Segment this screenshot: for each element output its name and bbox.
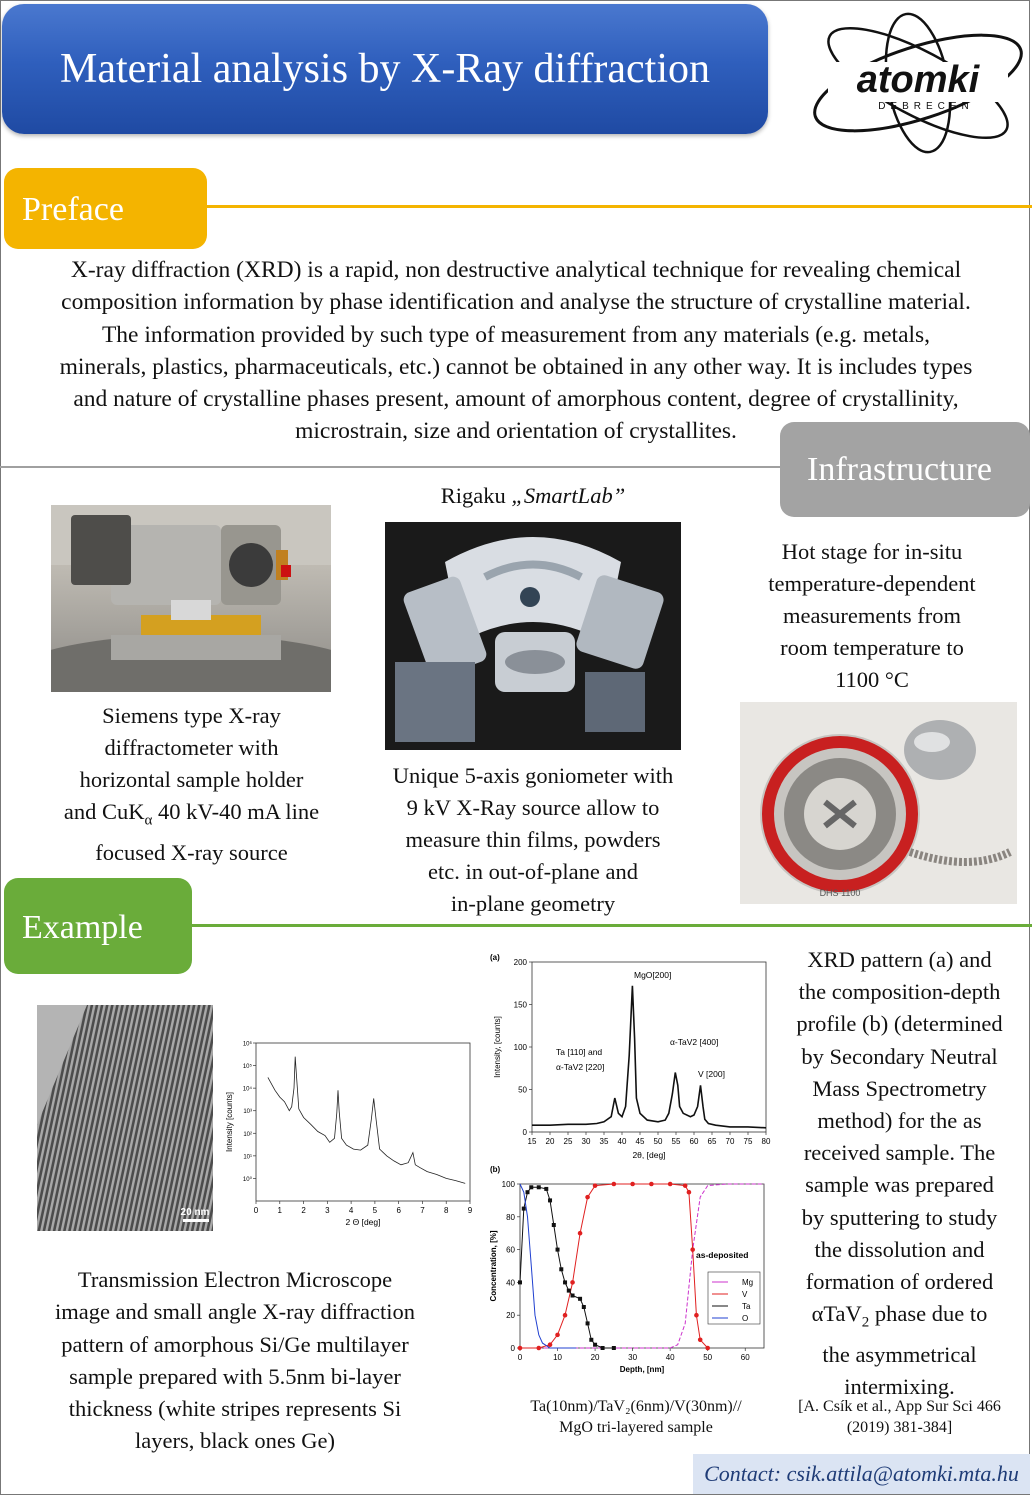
caption-line: diffractometer with bbox=[104, 735, 279, 760]
x-tick-label: 40 bbox=[665, 1353, 675, 1362]
y-axis-label: Concentration, [%] bbox=[489, 1230, 498, 1302]
caption-line: Hot stage for in-situ bbox=[781, 539, 963, 564]
plot-frame bbox=[256, 1043, 470, 1201]
x-tick-label: 10 bbox=[553, 1353, 562, 1362]
caption-line: horizontal sample holder bbox=[79, 767, 304, 792]
tem-caption bbox=[30, 1264, 440, 1458]
peak-label: MgO[200] bbox=[634, 970, 672, 980]
y-tick-label: 100 bbox=[501, 1180, 515, 1189]
x-tick-label: 1 bbox=[277, 1206, 283, 1215]
caption-line: by sputtering to study bbox=[801, 1204, 998, 1230]
x-tick-label: 20 bbox=[545, 1137, 555, 1146]
caption-line: temperature-dependent bbox=[768, 571, 976, 596]
caption-line: the dissolution and bbox=[814, 1236, 985, 1262]
y-tick-label: 0 bbox=[522, 1128, 527, 1137]
data-point-v bbox=[612, 1182, 617, 1187]
y-tick-label: 10³ bbox=[243, 1109, 252, 1116]
x-tick-label: 6 bbox=[396, 1206, 401, 1215]
data-point-v bbox=[630, 1182, 635, 1187]
y-tick-label: 10¹ bbox=[243, 1154, 252, 1161]
x-tick-label: 30 bbox=[628, 1353, 638, 1362]
y-tick-label: 200 bbox=[513, 958, 527, 967]
rigaku-caption bbox=[360, 760, 706, 920]
y-tick-label: 10⁶ bbox=[242, 1041, 252, 1048]
hotstage-caption bbox=[722, 536, 1022, 696]
hot-stage-photo bbox=[740, 702, 1017, 904]
x-tick-label: 65 bbox=[707, 1137, 717, 1146]
caption-line: etc. in out-of-plane and bbox=[428, 859, 638, 884]
caption-line: the asymmetrical bbox=[822, 1341, 977, 1367]
legend-label: V bbox=[742, 1290, 748, 1299]
reference-line: [A. Csík et al., App Sur Sci 466 bbox=[798, 1398, 1001, 1415]
data-point-ta bbox=[571, 1294, 575, 1298]
x-tick-label: 80 bbox=[761, 1137, 771, 1146]
data-point-ta bbox=[578, 1297, 582, 1301]
saxrd-chart bbox=[222, 1035, 478, 1235]
data-point-ta bbox=[526, 1190, 530, 1194]
caption-subscript: 2 bbox=[861, 1314, 870, 1331]
data-point-ta bbox=[567, 1289, 571, 1293]
caption-line: Ta(10nm)/TaV₂(6nm)/V(30nm)// bbox=[530, 1398, 742, 1415]
caption-line bbox=[30, 796, 353, 837]
series-line-o bbox=[520, 1184, 576, 1348]
rigaku-smartlab-photo bbox=[385, 522, 681, 750]
caption-line: room temperature to bbox=[780, 635, 964, 660]
saxrd-series-line bbox=[268, 1057, 465, 1184]
data-point-ta bbox=[522, 1207, 526, 1211]
x-tick-label: 8 bbox=[443, 1206, 449, 1215]
caption-line: method) for the as bbox=[817, 1108, 982, 1134]
data-point-ta bbox=[593, 1343, 597, 1347]
x-tick-label: 70 bbox=[725, 1137, 735, 1146]
rigaku-model: „SmartLab” bbox=[511, 483, 626, 508]
caption-line: focused X-ray source bbox=[95, 839, 288, 865]
x-tick-label: 9 bbox=[467, 1206, 473, 1215]
xrd-pattern-chart bbox=[486, 950, 776, 1165]
x-tick-label: 60 bbox=[689, 1137, 699, 1146]
sample-caption bbox=[486, 1396, 786, 1438]
y-tick-label: 150 bbox=[513, 1000, 527, 1010]
preface-line: composition information by phase identification and analyse the structure of crystalline material. bbox=[61, 289, 971, 316]
x-tick-label: 4 bbox=[348, 1206, 354, 1215]
infrastructure-heading: Infrastructure bbox=[780, 422, 1030, 517]
caption-line: intermixing. bbox=[844, 1374, 955, 1400]
caption-text: 40 kV-40 mA line bbox=[152, 799, 320, 824]
caption-line: measurements from bbox=[782, 603, 962, 628]
panel-label: (b) bbox=[490, 1165, 501, 1174]
x-tick-label: 25 bbox=[563, 1137, 573, 1146]
preface-line: and nature of crystalline phases present, amount of amorphous content, degree of crystallinity, bbox=[73, 386, 959, 413]
legend-label: Mg bbox=[742, 1278, 754, 1287]
data-point-v bbox=[518, 1346, 523, 1351]
x-tick-label: 7 bbox=[420, 1206, 425, 1215]
x-tick-label: 60 bbox=[740, 1353, 750, 1362]
example-divider bbox=[192, 924, 1032, 927]
data-point-ta bbox=[612, 1346, 616, 1350]
caption-line: sample prepared with 5.5nm bi-layer bbox=[69, 1363, 401, 1389]
caption-line: 9 kV X-Ray source allow to bbox=[406, 795, 660, 820]
caption-line: Unique 5-axis goniometer with bbox=[392, 763, 674, 788]
caption-line: in-plane geometry bbox=[450, 891, 616, 916]
data-point-v bbox=[570, 1280, 575, 1285]
data-point-v bbox=[593, 1183, 598, 1188]
caption-line: 1100 °C bbox=[835, 667, 909, 692]
data-point-ta bbox=[559, 1267, 563, 1271]
hotstage-label: DHS 1100 bbox=[819, 888, 861, 898]
rigaku-brand: Rigaku bbox=[440, 483, 506, 508]
data-point-ta bbox=[518, 1280, 522, 1284]
caption-text: and CuK bbox=[63, 799, 145, 824]
y-tick-label: 20 bbox=[506, 1311, 515, 1321]
x-tick-label: 35 bbox=[599, 1137, 609, 1146]
data-point-ta bbox=[537, 1185, 541, 1189]
reference bbox=[772, 1396, 1027, 1438]
preface-text bbox=[10, 254, 1022, 448]
caption-line: XRD pattern (a) and bbox=[807, 947, 992, 972]
y-axis-label: Intensity, [counts] bbox=[493, 1016, 502, 1078]
y-axis-label: Intensity [counts] bbox=[225, 1091, 234, 1153]
x-tick-label: 75 bbox=[743, 1137, 753, 1146]
preface-line: The information provided by such type of measurement from any materials (e.g. metals, bbox=[101, 321, 931, 348]
peak-label: α-TaV2 [220] bbox=[556, 1062, 605, 1072]
contact-email[interactable]: Contact: csik.attila@atomki.mta.hu bbox=[693, 1454, 1030, 1494]
data-point-v bbox=[555, 1333, 560, 1338]
peak-label: V [200] bbox=[698, 1069, 725, 1079]
siemens-caption bbox=[30, 700, 353, 869]
legend-label: Ta bbox=[742, 1302, 751, 1311]
xrd-caption bbox=[772, 944, 1027, 1403]
data-point-v bbox=[563, 1313, 568, 1318]
logo-subtext: DEBRECEN bbox=[878, 101, 974, 112]
x-tick-label: 55 bbox=[671, 1137, 681, 1146]
data-point-ta bbox=[556, 1248, 560, 1252]
caption-line: received sample. The bbox=[803, 1140, 996, 1166]
chart-annotation: as-deposited bbox=[696, 1250, 749, 1260]
x-axis-label: 2 Θ [deg] bbox=[345, 1217, 381, 1227]
data-point-ta bbox=[582, 1305, 586, 1309]
caption-line: Mass Spectrometry bbox=[812, 1075, 987, 1101]
data-point-ta bbox=[586, 1321, 590, 1325]
preface-heading: Preface bbox=[4, 168, 207, 249]
tem-scale-label: 20 nm bbox=[180, 1207, 210, 1218]
caption-line: Siemens type X-ray bbox=[102, 703, 281, 728]
y-tick-label: 10⁴ bbox=[242, 1086, 252, 1093]
caption-line: layers, black ones Ge) bbox=[135, 1428, 335, 1454]
peak-label: α-TaV2 [400] bbox=[670, 1037, 719, 1047]
page-title: Material analysis by X-Ray diffraction bbox=[59, 46, 711, 92]
preface-line: X-ray diffraction (XRD) is a rapid, non destructive analytical technique for revealing chemical bbox=[70, 257, 962, 283]
data-point-v bbox=[683, 1183, 688, 1188]
y-tick-label: 100 bbox=[513, 1043, 527, 1052]
depth-profile-chart bbox=[486, 1162, 776, 1390]
data-point-ta bbox=[601, 1346, 605, 1350]
data-point-v bbox=[649, 1182, 654, 1187]
example-heading: Example bbox=[4, 878, 192, 974]
x-tick-label: 30 bbox=[581, 1137, 591, 1146]
y-tick-label: 10⁵ bbox=[242, 1064, 252, 1071]
peak-label: Ta [110] and bbox=[556, 1047, 603, 1057]
x-tick-label: 15 bbox=[527, 1137, 537, 1146]
data-point-v bbox=[536, 1346, 541, 1351]
data-point-ta bbox=[529, 1185, 533, 1189]
data-point-v bbox=[548, 1342, 553, 1347]
data-point-v bbox=[585, 1195, 590, 1200]
rigaku-label bbox=[385, 480, 681, 512]
logo-text: atomki bbox=[856, 59, 980, 101]
y-tick-label: 0 bbox=[510, 1344, 515, 1353]
x-tick-label: 5 bbox=[372, 1206, 378, 1215]
preface-divider bbox=[207, 205, 1032, 208]
caption-line: Transmission Electron Microscope bbox=[77, 1267, 393, 1292]
tem-image bbox=[37, 1005, 213, 1231]
data-point-v bbox=[690, 1247, 695, 1252]
series-line-ta bbox=[520, 1187, 614, 1348]
x-tick-label: 0 bbox=[517, 1353, 523, 1362]
y-tick-label: 40 bbox=[506, 1278, 515, 1288]
data-point-v bbox=[705, 1346, 710, 1351]
y-tick-label: 50 bbox=[518, 1085, 527, 1095]
x-axis-label: 2θ, [deg] bbox=[632, 1150, 666, 1160]
caption-text: αTaV bbox=[811, 1301, 862, 1327]
infrastructure-divider bbox=[0, 466, 780, 468]
series-line-v bbox=[520, 1184, 708, 1348]
preface-line: microstrain, size and orientation of crystallites. bbox=[295, 418, 737, 445]
caption-line: image and small angle X-ray diffraction bbox=[54, 1299, 416, 1325]
data-point-v bbox=[694, 1313, 699, 1318]
y-tick-label: 10² bbox=[243, 1131, 252, 1138]
x-tick-label: 3 bbox=[325, 1206, 330, 1215]
x-tick-label: 20 bbox=[590, 1353, 600, 1362]
x-tick-label: 45 bbox=[635, 1137, 645, 1146]
data-point-ta bbox=[548, 1198, 552, 1202]
caption-line: sample was prepared bbox=[805, 1172, 994, 1198]
y-tick-label: 10⁰ bbox=[242, 1176, 252, 1183]
y-tick-label: 60 bbox=[506, 1245, 515, 1255]
data-point-v bbox=[578, 1231, 583, 1236]
data-point-v bbox=[668, 1182, 673, 1187]
panel-label: (a) bbox=[490, 953, 500, 962]
x-tick-label: 50 bbox=[653, 1137, 663, 1146]
x-tick-label: 2 bbox=[301, 1206, 306, 1215]
caption-line: formation of ordered bbox=[805, 1269, 994, 1295]
data-point-ta bbox=[563, 1280, 567, 1284]
x-tick-label: 40 bbox=[617, 1137, 627, 1146]
caption-line: measure thin films, powders bbox=[405, 827, 661, 852]
siemens-diffractometer-photo bbox=[51, 505, 331, 692]
data-point-v bbox=[698, 1338, 703, 1343]
x-axis-label: Depth, [nm] bbox=[619, 1365, 665, 1374]
x-tick-label: 0 bbox=[253, 1206, 259, 1215]
data-point-ta bbox=[589, 1338, 593, 1342]
data-point-ta bbox=[552, 1223, 556, 1227]
caption-line: thickness (white stripes represents Si bbox=[68, 1396, 402, 1422]
data-point-v bbox=[687, 1190, 692, 1195]
data-point-ta bbox=[544, 1187, 548, 1191]
atomki-logo bbox=[806, 8, 1030, 158]
y-tick-label: 80 bbox=[506, 1212, 515, 1222]
caption-line: by Secondary Neutral bbox=[801, 1043, 998, 1069]
legend-label: O bbox=[742, 1314, 749, 1323]
caption-line: pattern of amorphous Si/Ge multilayer bbox=[61, 1331, 409, 1357]
caption-line: the composition-depth bbox=[798, 979, 1001, 1005]
preface-line: minerals, plastics, pharmaceuticals, etc.) cannot be obtained in any other way. It is includes types bbox=[59, 353, 973, 380]
caption-text: phase due to bbox=[869, 1301, 988, 1327]
caption-subscript: α bbox=[144, 812, 153, 829]
caption-line: MgO tri-layered sample bbox=[559, 1419, 713, 1436]
caption-line bbox=[772, 1298, 1027, 1339]
reference-line: (2019) 381-384] bbox=[846, 1419, 953, 1436]
x-tick-label: 50 bbox=[703, 1353, 713, 1362]
caption-line: profile (b) (determined bbox=[796, 1011, 1003, 1037]
